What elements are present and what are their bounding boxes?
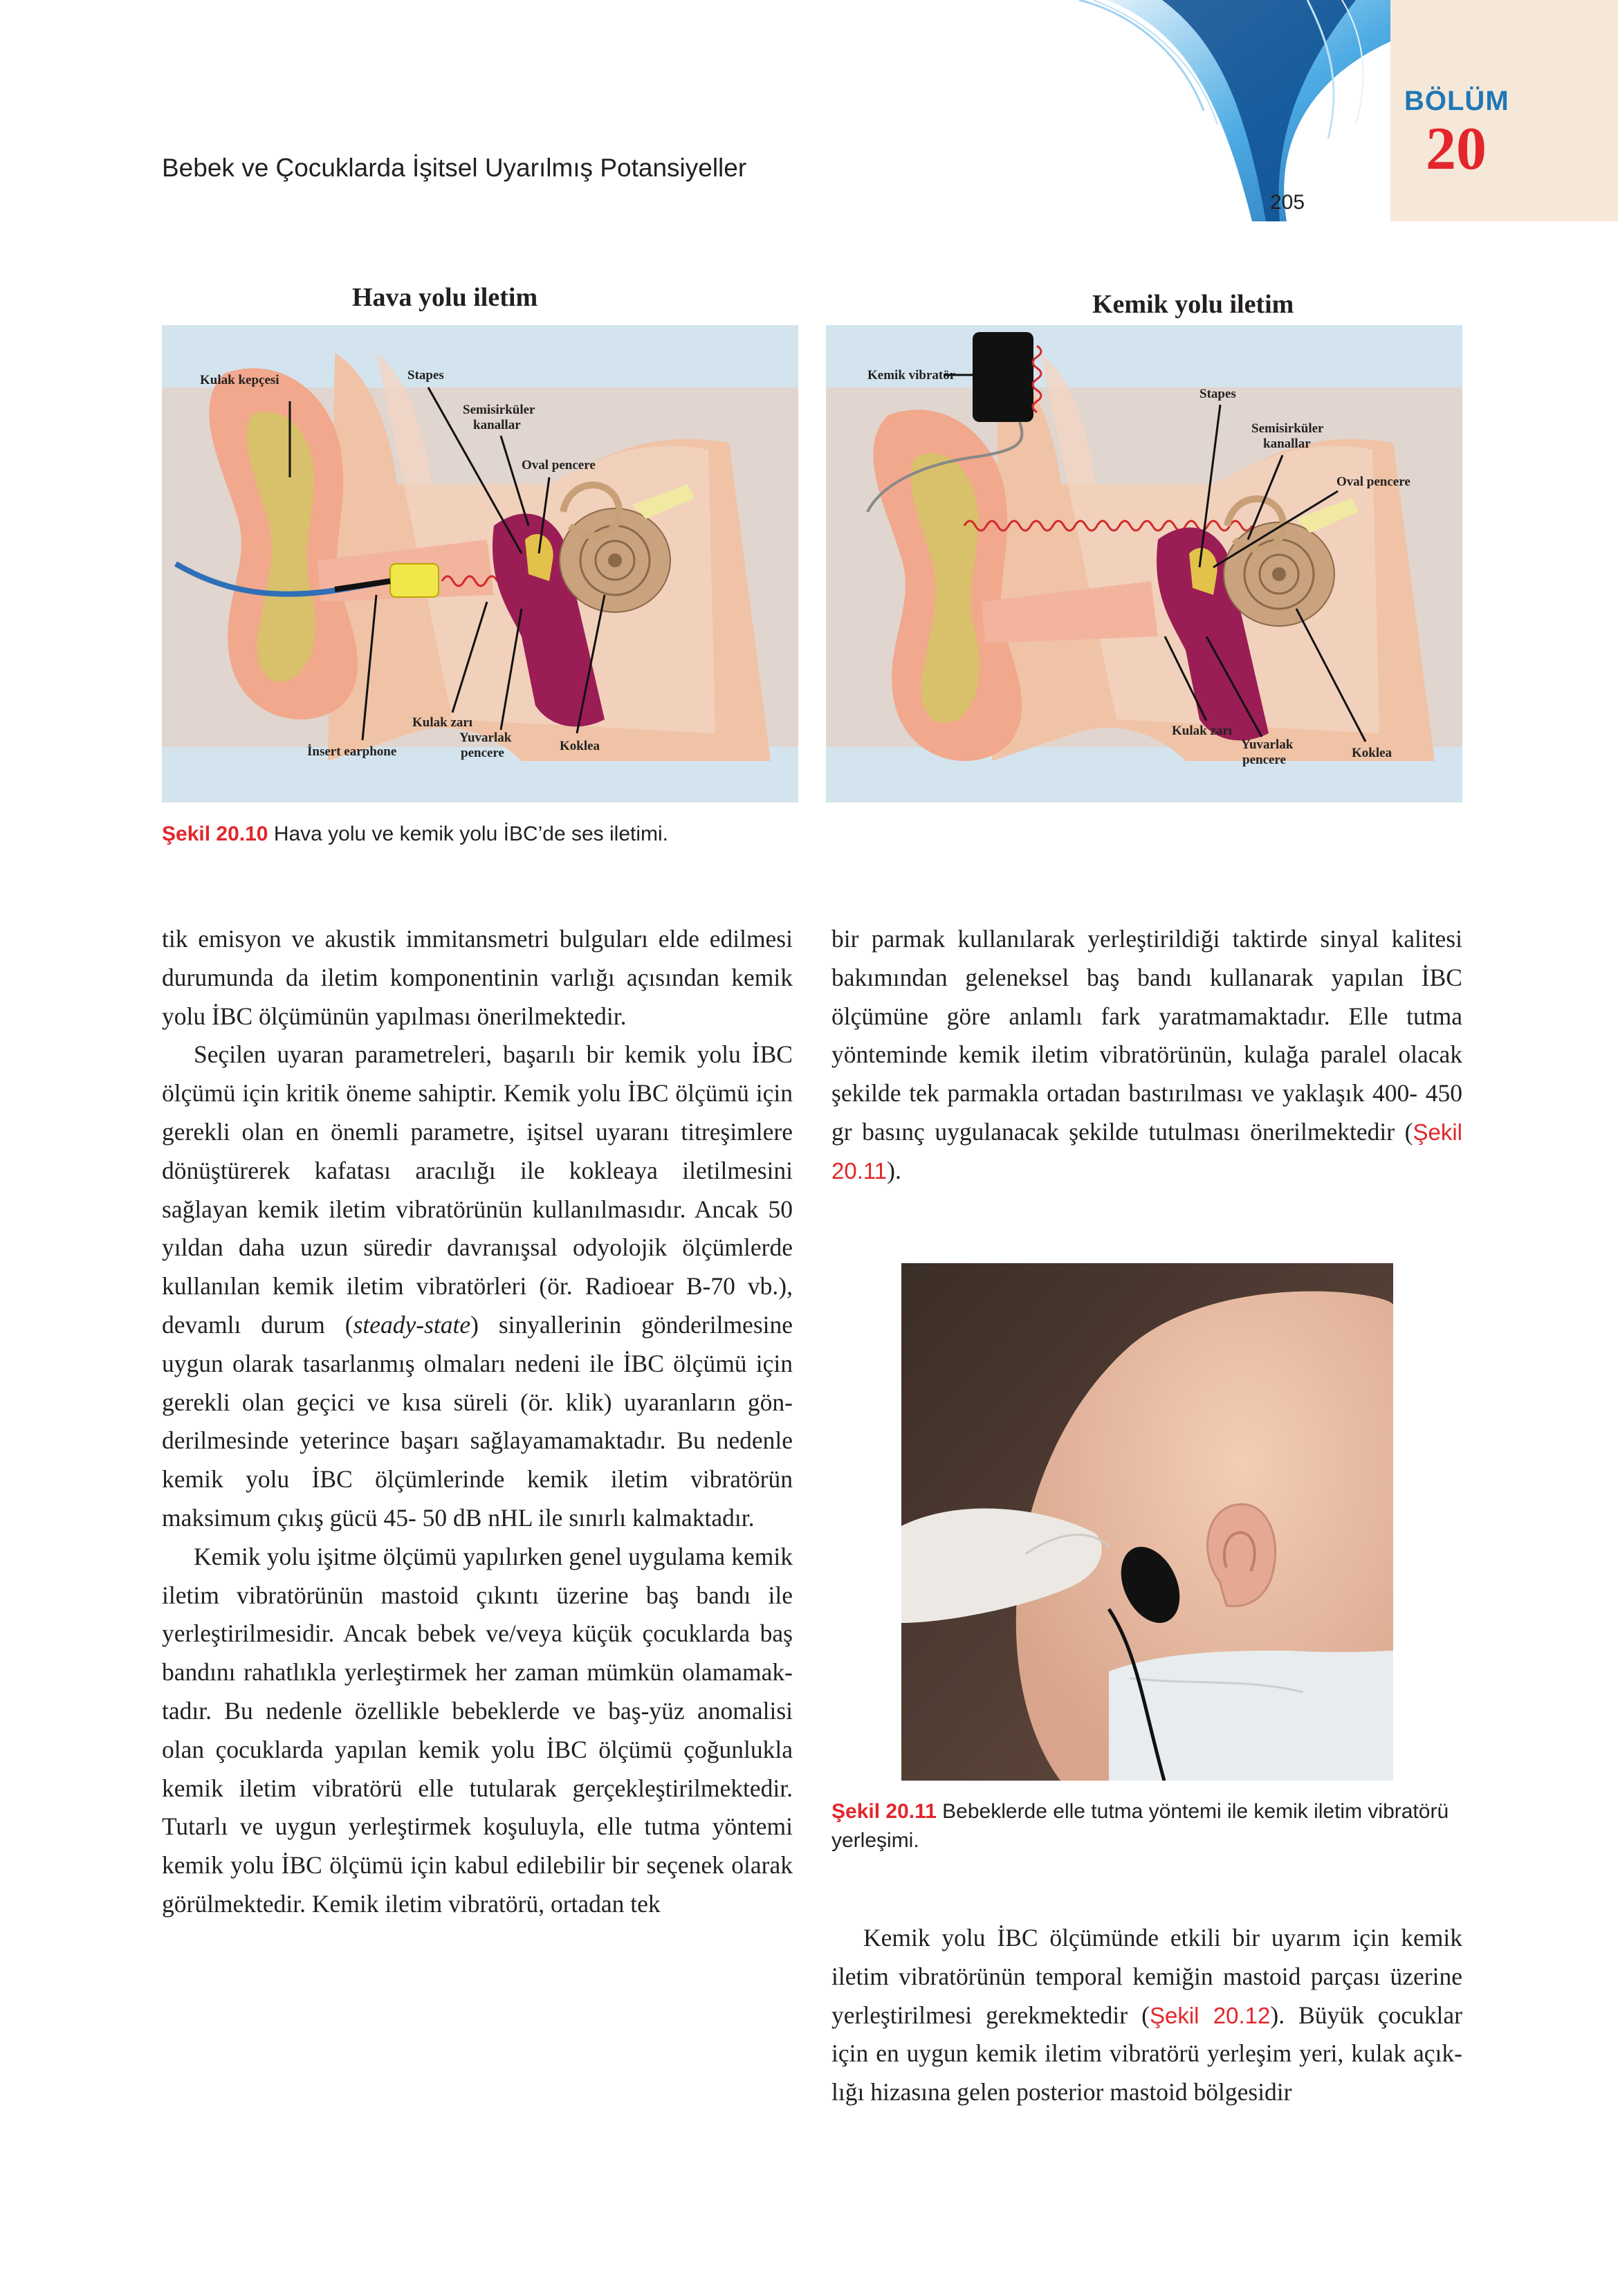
- label-oval-window: Oval pencere: [522, 458, 596, 472]
- label-canals-1-r: Semisirküler: [1251, 421, 1324, 436]
- italic-term: steady-state: [353, 1310, 471, 1339]
- bone-conduction-panel: [826, 290, 1462, 802]
- label-eardrum-r: Kulak zarı: [1172, 724, 1233, 738]
- label-round-1: Yuvarlak: [459, 731, 512, 745]
- bone-title: Kemik yolu iletim: [1092, 290, 1294, 319]
- label-pinna: Kulak kepçesi: [200, 373, 279, 387]
- figure-20-10-ear-diagram: [162, 277, 1462, 802]
- chapter-number: 20: [1426, 116, 1487, 183]
- label-bone-vibrator: Kemik vibratör: [867, 368, 956, 383]
- label-cochlea-r: Koklea: [1352, 746, 1392, 760]
- caption-text: Hava yolu ve kemik yolu İBC’de ses iletimi.: [273, 823, 669, 845]
- paragraph: [831, 920, 1462, 1191]
- label-round-2-r: pencere: [1242, 753, 1286, 767]
- figure-reference-link[interactable]: Şekil 20.12: [1149, 2002, 1271, 2028]
- label-oval-window-r: Oval pencere: [1336, 475, 1410, 489]
- right-column-bottom: [831, 1919, 1462, 2112]
- text-run: ). Büyük çocuklar için en uygun kemik iletim vibratörü yerleşim yeri, kulak açıklığı hizasına gelen posterior mastoid bölgesidir: [831, 2001, 1462, 2106]
- paragraph: Kemik yolu işitme ölçümü yapılırken genel uygulama kemik iletim vibratörünün mastoid çıkıntı üzerine baş bandı ile yerleştirilmesidir. Ancak bebek ve/veya küçük çocuklarda baş bandını rahatlıkla yerleştirmek her zaman mümkün olamamaktadır. Bu nedenle özellikle bebeklerde ve baş-yüz anomalisi olan çocuklarda yapılan kemik yolu İBC ölçümü çoğunlukla kemik iletim vibratörü elle tutularak gerçekleştirilmektedir. Tutarlı ve uygun yerleştirmek koşuluyla, elle tutma yöntemi kemik yolu İBC ölçümü için kabul edilebilir bir seçenek olarak görülmektedir. Kemik iletim vibratörü, ortadan tek: [162, 1542, 793, 1918]
- label-round-1-r: Yuvarlak: [1241, 737, 1294, 752]
- label-canals-2-r: kanallar: [1263, 437, 1311, 451]
- header-wave-decoration: [1079, 0, 1439, 221]
- caption-label: Şekil 20.11: [831, 1800, 937, 1823]
- chapter-label: BÖLÜM: [1404, 86, 1509, 116]
- text-run: Seçilen uyaran parametreleri, başarılı bir kemik yolu İBC ölçümü için kritik öneme sahiptir. Kemik yolu İBC ölçümü için gerekli olan en önemli parametre, işitsel uyaranı titreşimlere dönüştürerek kafatası aracılığı ile kokleaya iletilmesini sağlayan kemik iletim vibratörünün kullanılmasıdır. Ancak 50 yıldan daha uzun süredir davranışsal odyolojik ölçümlerde kullanılan kemik iletim vibratörleri (ör. Radioear B-70 vb.), devamlı durum (: [162, 1040, 793, 1339]
- caption-label: Şekil 20.10: [162, 823, 268, 845]
- figure-20-11-photo: [901, 1263, 1393, 1781]
- caption-text: Bebeklerde elle tutma yöntemi ile kemik iletim vibratörü yerleşimi.: [831, 1800, 1449, 1852]
- text-run: bir parmak kullanılarak yerleştirildiği taktirde sinyal kalitesi bakımından geleneksel baş bandı kullanarak yapılan İBC ölçümüne göre anlamlı fark yaratmamaktadır. Elle tutma yönteminde kemik iletim vibratörünün, kulağa paralel olacak şekilde tek parmakla ortadan bastırılması ve yaklaşık 400- 450 gr basınç uygulanacak şekilde tutulması önerilmektedir (: [831, 925, 1462, 1146]
- air-title: Hava yolu iletim: [352, 283, 538, 312]
- paragraph: [831, 1919, 1462, 2112]
- label-cochlea: Koklea: [560, 739, 600, 753]
- figure-20-10-caption: [162, 820, 1269, 849]
- paragraph: [162, 1036, 793, 1537]
- running-title: Bebek ve Çocuklarda İşitsel Uyarılmış Potansiyeller: [162, 154, 747, 182]
- label-canals-1: Semisirküler: [463, 403, 535, 417]
- figure-20-11-caption: [831, 1797, 1462, 1855]
- label-stapes-r: Stapes: [1199, 387, 1236, 401]
- air-conduction-panel: [162, 283, 798, 802]
- paragraph: tik emisyon ve akustik immitansmetri bulguları elde edilmesi durumunda da iletim komponentinin varlığı açısından kemik yolu İBC ölçümünün yapılması önerilmektedir.: [162, 925, 793, 1030]
- label-round-2: pencere: [461, 746, 504, 760]
- label-canals-2: kanallar: [473, 418, 521, 432]
- label-insert-earphone: İnsert earphone: [307, 744, 397, 759]
- page-number: 205: [1270, 191, 1305, 214]
- label-stapes: Stapes: [407, 368, 444, 383]
- label-eardrum: Kulak zarı: [412, 715, 473, 730]
- text-run: ) sinyallerinin gönderilmesine uygun olarak tasarlanmış olmaları nedeni ile İBC ölçümü için gerekli olan geçici ve kısa süreli (ör. klik) uyaranların gönderilmesinde yeterince başarı sağlayamamaktadır. Bu nedenle kemik yolu İBC ölçümlerinde kemik iletim vibratörün maksimum çıkış gücü 45- 50 dB nHL ile sınırlı kalmaktadır.: [162, 1310, 793, 1532]
- figure-reference-link[interactable]: Şekil 20.11: [831, 1119, 1462, 1184]
- right-column-top: [831, 920, 1462, 1191]
- left-column: [162, 920, 793, 1924]
- text-run: ).: [887, 1156, 901, 1184]
- text-run: Kemik yolu İBC ölçümünde etkili bir uyarım için kemik iletim vibratörünün temporal kemiğin mastoid parçası üzerine yerleştirilmesi gerekmektedir (: [831, 1924, 1462, 2029]
